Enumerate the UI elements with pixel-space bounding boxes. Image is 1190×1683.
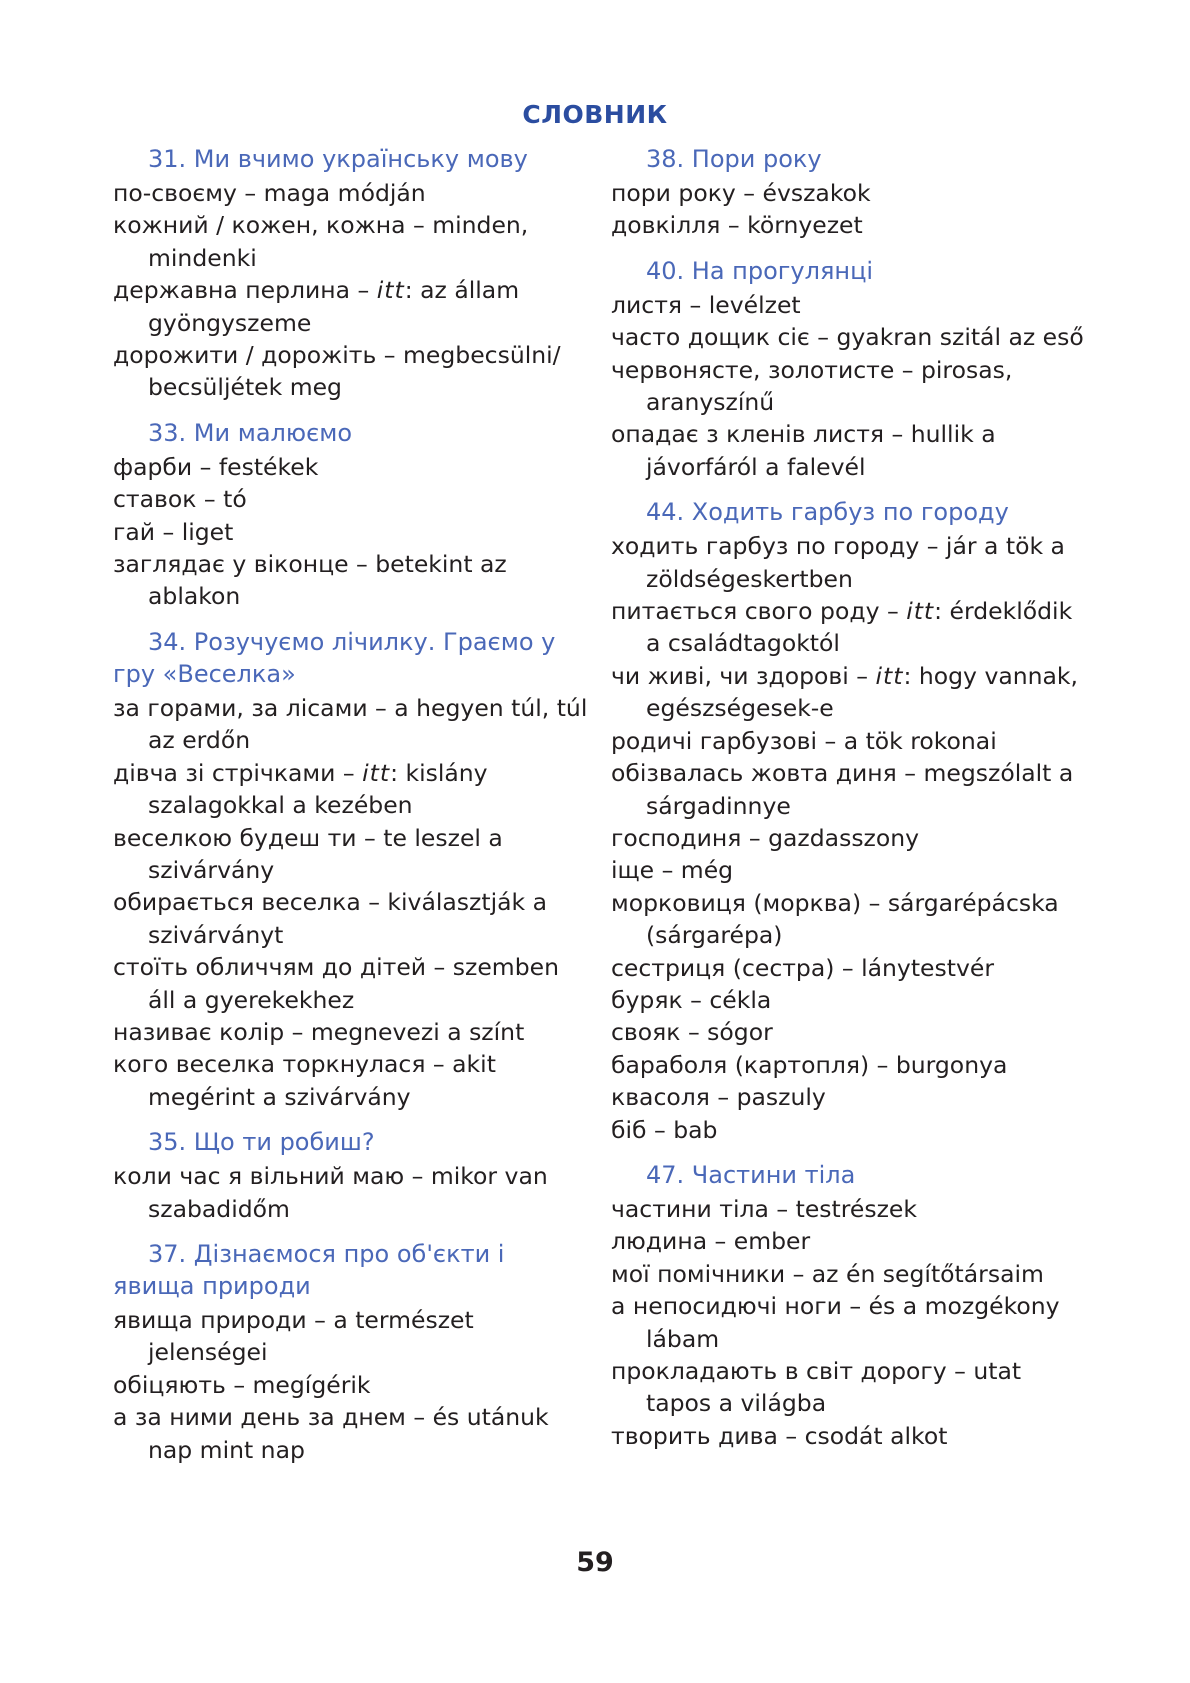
dictionary-entry: листя – levélzet — [611, 290, 801, 319]
dictionary-entry: родичі гарбузові – a tök rokonai — [611, 726, 997, 755]
dictionary-entry: червонясте, золотисте – pirosas, aranyszínű — [611, 355, 1013, 417]
section-title: 33. Ми малюємо — [148, 418, 353, 447]
dictionary-entry: довкілля – környezet — [611, 211, 863, 240]
dictionary-entry: морковиця (морква) – sárgarépácska (sárgarépa) — [611, 888, 1059, 950]
dictionary-entry: веселкою будеш ти – te leszel a szivárvány — [113, 823, 503, 884]
dictionary-entry: квасоля – paszuly — [611, 1083, 826, 1112]
entry-translation: : az állam gyöngyszeme — [148, 276, 520, 337]
dictionary-section — [611, 496, 1091, 1146]
entry-term: питається свого роду – — [611, 597, 907, 626]
dictionary-section — [611, 143, 1091, 242]
dictionary-entry: називає колір – megnevezi a színt — [113, 1017, 525, 1046]
dictionary-entry: буряк – cékla — [611, 985, 772, 1014]
dictionary-entry: людина – ember — [611, 1227, 811, 1256]
entry-term: чи живі, чи здорові – — [611, 661, 876, 690]
dictionary-entry: а непосидючі ноги – és a mozgékony lábam — [611, 1292, 1060, 1353]
section-title: 44. Ходить гарбуз по городу — [646, 498, 1009, 527]
dictionary-entry: заглядає у віконце – betekint az ablakon — [113, 550, 507, 611]
dictionary-entry: опадає з кленів листя – hullik a jávorfáról a falevél — [611, 420, 996, 481]
dictionary-entry: за горами, за лісами – a hegyen túl, túl az erdőn — [113, 693, 588, 755]
dictionary-entry — [611, 595, 1091, 660]
dictionary-entry: творить дива – csodát alkot — [611, 1421, 948, 1450]
entry-note-marker: itt — [875, 661, 904, 690]
entry-term: дівча зі стрічками – — [113, 758, 363, 787]
entry-note-marker: itt — [362, 758, 391, 787]
entry-translation: : kislány szalagokkal a kezében — [148, 758, 488, 820]
dictionary-section — [611, 1159, 1091, 1452]
dictionary-entry: дорожити / дорожіть – megbecsülni/ becsüljétek meg — [113, 341, 561, 402]
entry-note-marker: itt — [906, 597, 935, 626]
entry-translation: : érdeklődik a családtagoktól — [646, 597, 1073, 658]
dictionary-section — [113, 1238, 593, 1466]
dictionary-entry: біб – bab — [611, 1115, 718, 1144]
dictionary-entry: сестриця (сестра) – lánytestvér — [611, 953, 994, 982]
dictionary-section — [113, 626, 593, 1113]
section-title: 31. Ми вчимо українську мову — [148, 145, 528, 173]
dictionary-entry: а за ними день за днем – és utánuk nap mint nap — [113, 1403, 549, 1464]
dictionary-entry: іще – még — [611, 856, 734, 885]
dictionary-section — [113, 143, 593, 404]
dictionary-entry: пори року – évszakok — [611, 179, 871, 207]
dictionary-entry: явища природи – a természet jelenségei — [113, 1305, 474, 1367]
dictionary-entry — [113, 757, 593, 822]
dictionary-entry: по-своєму – maga módján — [113, 179, 426, 207]
page-title: СЛОВНИК — [522, 100, 668, 129]
dictionary-entry: обирається веселка – kiválasztják a szivárványt — [113, 888, 547, 949]
entry-translation: : hogy vannak, egészségesek-e — [646, 661, 1079, 723]
dictionary-entry: гай – liget — [113, 517, 234, 546]
dictionary-entry: коли час я вільний маю – mikor van szabadidőm — [113, 1162, 548, 1223]
section-title: 38. Пори року — [646, 145, 822, 173]
left-column — [113, 143, 593, 1479]
section-title: 34. Розучуємо лічилку. Граємо у гру «Веселка» — [113, 627, 556, 688]
section-title: 47. Частини тіла — [646, 1160, 856, 1189]
dictionary-entry: обізвалась жовта диня – megszólalt a sárgadinnye — [611, 759, 1074, 820]
dictionary-entry: бараболя (картопля) – burgonya — [611, 1050, 1008, 1079]
dictionary-entry — [611, 660, 1091, 725]
right-column — [611, 143, 1091, 1465]
entry-note-marker: itt — [376, 276, 405, 305]
dictionary-entry: ставок – tó — [113, 485, 247, 514]
dictionary-section — [611, 255, 1091, 483]
dictionary-entry: частини тіла – testrészek — [611, 1194, 917, 1223]
dictionary-entry: ходить гарбуз по городу – jár a tök a zöldségeskertben — [611, 532, 1065, 593]
section-title: 37. Дізнаємося про об'єкти і явища природи — [113, 1239, 505, 1300]
dictionary-entry — [113, 274, 593, 339]
section-title: 40. На прогулянці — [646, 256, 874, 285]
dictionary-entry: фарби – festékek — [113, 452, 319, 481]
dictionary-entry: господиня – gazdasszony — [611, 823, 920, 852]
entry-term: державна перлина – — [113, 276, 377, 305]
dictionary-entry: стоїть обличчям до дітей – szemben áll a gyerekekhez — [113, 953, 559, 1014]
section-title: 35. Що ти робиш? — [148, 1128, 375, 1157]
dictionary-entry: кого веселка торкнулася – akit megérint a szivárvány — [113, 1050, 496, 1111]
dictionary-section — [113, 417, 593, 613]
dictionary-entry: обіцяють – megígérik — [113, 1370, 371, 1399]
dictionary-entry: мої помічники – az én segítőtársaim — [611, 1259, 1044, 1288]
dictionary-entry: кожний / кожен, кожна – minden, mindenki — [113, 211, 529, 272]
dictionary-entry: часто дощик сіє – gyakran szitál az eső — [611, 323, 1084, 352]
dictionary-entry: прокладають в світ дорогу – utat tapos a világba — [611, 1357, 1022, 1418]
page-number: 59 — [576, 1547, 614, 1578]
dictionary-section — [113, 1126, 593, 1225]
dictionary-entry: свояк – sógor — [611, 1018, 773, 1047]
